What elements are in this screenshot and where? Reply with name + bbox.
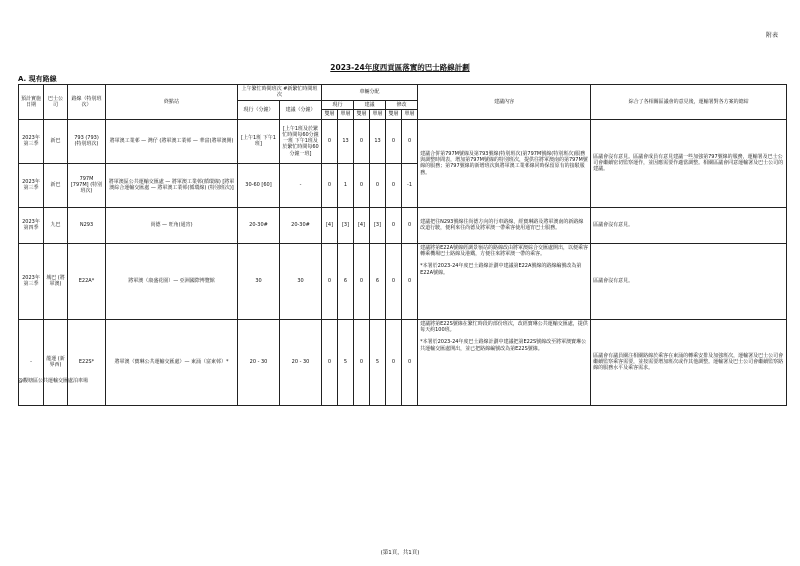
table-row	[19, 243, 787, 319]
cell-vehicle: [4]	[322, 207, 338, 243]
cell-headway-current: 30-60 [60]	[238, 163, 280, 207]
cell-origin-dest: 將軍澳工業邨 — 灣仔 (將軍澳工業邨 — 華富(將軍澳開)	[106, 119, 238, 163]
cell-vehicle: 13	[370, 119, 386, 163]
table-row	[19, 207, 787, 243]
header-headway-proposed: 建議（分鐘）	[280, 100, 322, 119]
header-change: 修改	[386, 100, 418, 109]
cell-vehicle: 0	[386, 319, 402, 405]
cell-vehicle: 0	[322, 243, 338, 319]
content-note: *本署於2023-24年度巴士路線計劃中建議第E22A號線的路線編號改為第E22A號線。	[420, 263, 582, 276]
cell-vehicle: 0	[322, 119, 338, 163]
cell-headway-proposed: 20-30#	[280, 207, 322, 243]
cell-date: -	[19, 319, 44, 405]
footnote: @觀塘區公共運輸交匯處泊車場	[18, 378, 89, 384]
cell-vehicle: 0	[386, 163, 402, 207]
header-remarks: 綜合了各相關區議會的意見後，運輸署對各方案的總結	[591, 85, 787, 120]
content-text: 建議將第E22S號線在繁忙時段的部份班次，改經寶琳公共運輸交匯處，提供每天約100班。	[420, 320, 588, 333]
cell-vehicle: 0	[370, 163, 386, 207]
cell-headway-current: 20-30#	[238, 207, 280, 243]
cell-content: 建議把往N293號線往尚德方向的行車路線，經寶琳路及將軍澳南的新路線改道行駛，便利來往尚德及將軍澳一帶乘客使用通宵巴士服務。	[418, 207, 591, 243]
header-operator: 巴士公司	[44, 85, 68, 120]
cell-vehicle: 0	[386, 207, 402, 243]
header-single-deck: 單層	[370, 109, 386, 119]
cell-vehicle: 6	[338, 243, 354, 319]
cell-route: 793 (793) (特別班次)	[68, 119, 106, 163]
cell-date: 2023年第四季	[19, 207, 44, 243]
cell-remarks: 區議會沒有意見。區議會成員有意見建議一些加強第797號線的服務，運輸署及巴士公司會繼續密切監察運作，並因應需要作適當調整。相關區議會同意運輸署及巴士公司的建議。	[591, 119, 787, 207]
cell-route: E22A*	[68, 243, 106, 319]
cell-vehicle: 1	[338, 163, 354, 207]
cell-route: N293	[68, 207, 106, 243]
cell-vehicle: 0	[354, 319, 370, 405]
cell-operator: 城巴 (將軍澳)	[44, 243, 68, 319]
cell-vehicle: 5	[338, 319, 354, 405]
cell-content	[418, 319, 591, 405]
cell-route: E22S*	[68, 319, 106, 405]
header-headway-title: 上午繁忙時間班次 #新繁忙時間班次	[238, 85, 322, 101]
cell-route: 797M [797M] (特別班次)	[68, 163, 106, 207]
cell-operator: 龍運 (新界西)	[44, 319, 68, 405]
header-single-deck: 單層	[338, 109, 354, 119]
content-text: 建議將第E22A號線經調景嶺站的路線改由將軍澳綜合交匯處開出，以便乘客轉乘機場巴士路線及港鐵，方便往來將軍澳一帶的乘客。	[420, 244, 589, 257]
cell-headway-current: 30	[238, 243, 280, 319]
cell-operator: 新巴	[44, 119, 68, 163]
table-row	[19, 319, 787, 405]
table-row	[19, 119, 787, 163]
cell-vehicle: -1	[402, 163, 418, 207]
cell-origin-dest: 將軍澳（寶琳公共運輸交匯處）— 東涌（富東邨）*	[106, 319, 238, 405]
cell-content	[418, 243, 591, 319]
cell-vehicle: [4]	[354, 207, 370, 243]
cell-vehicle: [3]	[338, 207, 354, 243]
cell-date: 2023年第三季	[19, 119, 44, 163]
header-route: 路線（特別班次）	[68, 85, 106, 120]
cell-remarks: 區議會有議員關注相關路線於乘客在東涌的轉乘安排及加強班次，運輸署及巴士公司會繼續監察乘客需要，並按需要增加班次或作其他調整。運輸署及巴士公司會繼續監察路線的服務水平及乘客需求。	[591, 319, 787, 405]
cell-vehicle: [3]	[370, 207, 386, 243]
cell-date: 2023年第三季	[19, 243, 44, 319]
header-content: 建議內容	[418, 85, 591, 120]
cell-vehicle: 0	[354, 243, 370, 319]
header-double-deck: 雙層	[354, 109, 370, 119]
cell-vehicle: 6	[370, 243, 386, 319]
cell-operator: 新巴	[44, 163, 68, 207]
header-double-deck: 雙層	[386, 109, 402, 119]
cell-date: 2023年第三季	[19, 163, 44, 207]
header-vehicle-title: 車輛分配	[322, 85, 418, 101]
header-proposed: 建議	[354, 100, 386, 109]
cell-vehicle: 0	[386, 243, 402, 319]
cell-headway-proposed: -	[280, 163, 322, 207]
header-row-1	[19, 85, 787, 101]
cell-origin-dest: 將軍澳（康盛花園）— 亞洲國際博覽館	[106, 243, 238, 319]
cell-headway-proposed: 30	[280, 243, 322, 319]
cell-vehicle: 0	[322, 319, 338, 405]
bus-route-table	[18, 84, 787, 406]
cell-vehicle: 5	[370, 319, 386, 405]
cell-vehicle: 0	[402, 207, 418, 243]
cell-vehicle: 0	[402, 119, 418, 163]
cell-vehicle: 0	[402, 319, 418, 405]
section-heading: A. 現有路線	[18, 75, 57, 83]
cell-headway-proposed: [上午1班及於繁忙時間每60分鐘一班 下午1班及於繁忙時間每60分鐘一班]	[280, 119, 322, 163]
header-headway-current: 現行（分鐘）	[238, 100, 280, 119]
cell-vehicle: 0	[386, 119, 402, 163]
header-origin-dest: 終點站	[106, 85, 238, 120]
cell-headway-current: 20 - 30	[238, 319, 280, 405]
cell-vehicle: 0	[354, 119, 370, 163]
cell-vehicle: 13	[338, 119, 354, 163]
cell-vehicle: 0	[354, 163, 370, 207]
cell-headway-current: [上午1班 下午1班]	[238, 119, 280, 163]
header-double-deck: 雙層	[322, 109, 338, 119]
cell-operator: 九巴	[44, 207, 68, 243]
cell-vehicle: 0	[322, 163, 338, 207]
annex-label: 附表	[765, 32, 778, 39]
header-current: 現行	[322, 100, 354, 109]
cell-content: 建議合併第797M號線及第793號線(特別班次)第797M號線(特別班次)服務與調整時間表，增加第797M號線的特別班次，提供往將軍澳南的第797M號線的服務；第797號線的新增班次與將軍澳工業邨線同時保留原有的接駁服務。	[418, 119, 591, 207]
document-title: 2023-24年度西貢區落實的巴士路線計劃	[330, 63, 470, 72]
content-note: *本署於2023-24年度巴士路線計劃中建議把第E22S號線改至將軍澳寶琳公共運輸交匯處開出，並已把路線編號改為第E22S號線。	[420, 339, 587, 352]
cell-vehicle: 0	[402, 243, 418, 319]
header-date: 預計實施日期	[19, 85, 44, 120]
cell-headway-proposed: 20 - 30	[280, 319, 322, 405]
cell-origin-dest: 將軍澳區公共運輸交匯處 — 將軍澳工業邨(循環線) [將軍澳綜合運輸交匯處 — 將軍澳工業邨(循環線) (特別班次)]	[106, 163, 238, 207]
page-number: (第1頁，共1頁)	[380, 550, 420, 556]
cell-remarks: 區議會沒有意見。	[591, 243, 787, 319]
cell-origin-dest: 尚德 — 旺角(通宵)	[106, 207, 238, 243]
cell-remarks: 區議會沒有意見。	[591, 207, 787, 243]
header-single-deck: 單層	[402, 109, 418, 119]
